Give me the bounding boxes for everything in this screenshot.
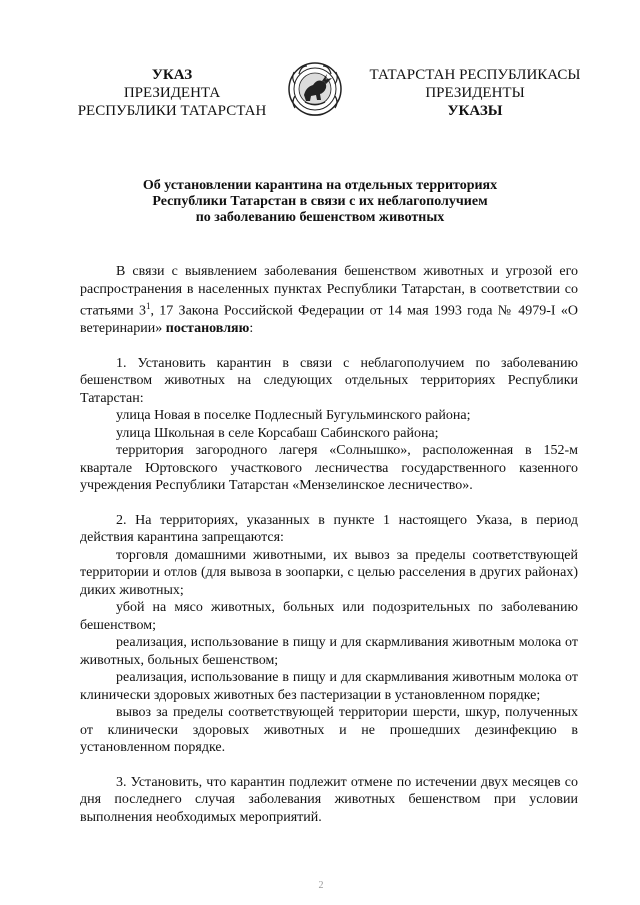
- intro-tail: :: [249, 321, 254, 337]
- document-body: [80, 263, 578, 826]
- header-right-line1: ТАТАРСТАН РЕСПУБЛИКАСЫ: [369, 67, 581, 83]
- paragraph-1-item: улица Новая в поселке Подлесный Бугульминского района;: [116, 408, 471, 424]
- paragraph-2-item: вывоз за пределы соответствующей территории шерсти, шкур, полученных от клинически здоровых животных и не прошедших дезинфекцию в установленном порядке.: [80, 705, 578, 756]
- intro-text-a: В связи с выявлением заболевания бешенством животных и угрозой его распространения в населенных пунктах Республики Татарстан, в соответствии со статьями 3: [80, 264, 578, 319]
- paragraph-2-item: убой на мясо животных, больных или подозрительных по заболеванию бешенством;: [80, 600, 578, 633]
- header-left-line2: ПРЕЗИДЕНТА: [123, 85, 221, 101]
- paragraph-2: 2. На территориях, указанных в пункте 1 настоящего Указа, в период действия карантина запрещаются:: [80, 512, 578, 546]
- paragraph-2-item: реализация, использование в пищу и для скармливания животным молока от животных, больных бешенством;: [80, 635, 578, 668]
- title-line2: Республики Татарстан в связи с их неблагополучием: [152, 194, 488, 209]
- paragraph-1-item: территория загородного лагеря «Солнышко», расположенная в 152-м квартале Юртовского участкового лесничества государственного казенного учреждения Республики Татарстан «Мензелинское лесничество».: [80, 443, 578, 494]
- intro-superscript: 1: [145, 301, 151, 311]
- paragraph-2-item: торговля домашними животными, их вывоз за пределы соответствующей территории и отлов (для вывоза в зоопарки, с целью расселения в других районах) диких животных;: [80, 547, 578, 598]
- page-number: 2: [318, 880, 324, 891]
- paragraph-3: 3. Установить, что карантин подлежит отмене по истечении двух месяцев со дня последнего случая заболевания животных бешенством при условии выполнения необходимых мероприятий.: [80, 774, 578, 825]
- intro-keyword: постановляю: [165, 321, 250, 337]
- paragraph-2-item: реализация, использование в пищу и для скармливания животным молока от клинически здоровых животных без пастеризации в установленном порядке;: [80, 670, 578, 703]
- intro-text-b: , 17 Закона Российской Федерации от 14 мая 1993 года № 4979-I «О ветеринарии»: [80, 303, 578, 337]
- title-line3: по заболеванию бешенством животных: [195, 210, 445, 225]
- tatarstan-coat-of-arms-icon: [287, 60, 343, 118]
- intro-paragraph: [80, 263, 578, 338]
- header-right-line2: ПРЕЗИДЕНТЫ: [425, 85, 525, 101]
- header-left-line1: УКАЗ: [151, 67, 193, 83]
- document-title: [90, 178, 550, 226]
- header-right-line3: УКАЗЫ: [447, 103, 503, 119]
- title-line1: Об установлении карантина на отдельных территориях: [142, 178, 498, 193]
- header-left-line3: РЕСПУБЛИКИ ТАТАРСТАН: [77, 103, 267, 119]
- paragraph-1: 1. Установить карантин в связи с неблагополучием по заболеванию бешенством животных на следующих отдельных территориях Республики Татарстан:: [80, 355, 578, 406]
- header-left: [74, 66, 270, 120]
- header-right: [355, 66, 595, 120]
- paragraph-1-item: улица Школьная в селе Корсабаш Сабинского района;: [116, 425, 439, 441]
